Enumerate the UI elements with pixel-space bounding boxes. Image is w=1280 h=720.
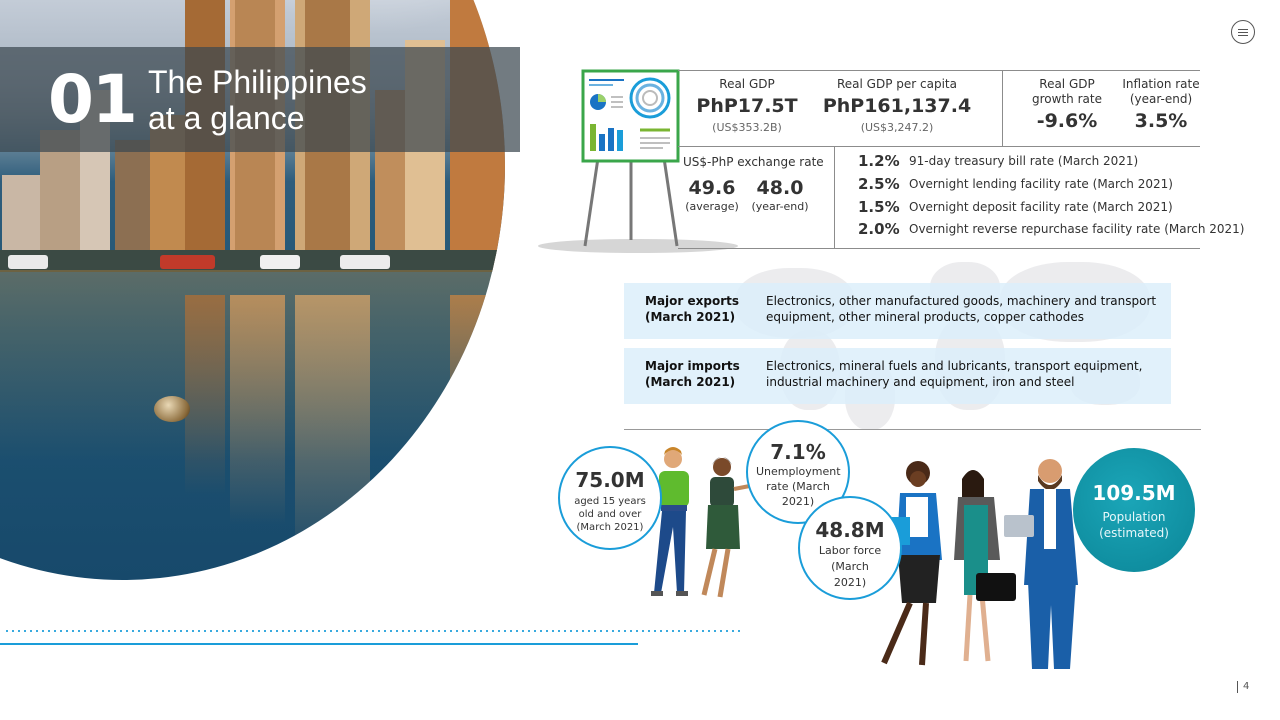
menu-icon[interactable] [1231, 20, 1255, 44]
gdp-growth-value: -9.6% [1036, 110, 1098, 132]
unemployment-value: 7.1% [770, 440, 826, 464]
page-title-line1: The Philippines [148, 64, 367, 100]
unemployment-caption: Unemployment rate (March 2021) [756, 465, 841, 508]
gdp-per-capita-usd: (US$3,247.2) [860, 121, 934, 134]
rate-value: 2.0% [858, 220, 900, 238]
page-number: 4 [1237, 681, 1249, 693]
stats-divider [834, 146, 835, 248]
major-imports-box [624, 348, 1171, 404]
gdp-per-capita-label: Real GDP per capita [837, 77, 957, 91]
real-gdp-value: PhP17.5T [696, 95, 798, 117]
stats-mid-rule [678, 146, 1200, 147]
major-imports-heading: Major imports (March 2021) [645, 359, 740, 389]
stats-top-rule [678, 70, 1200, 71]
labor-force-caption: Labor force (March 2021) [818, 544, 882, 589]
population-bubble [1073, 448, 1195, 572]
people-illustration-right [870, 455, 1100, 673]
major-exports-text: Electronics, other manufactured goods, machinery and transport equipment, other mineral products, copper cathodes [766, 294, 1157, 324]
gdp-per-capita-value: PhP161,137.4 [822, 95, 972, 117]
stats-bottom-rule [678, 248, 1200, 249]
footer-dotted-line [4, 630, 742, 632]
page-title-line2: at a glance [148, 100, 305, 136]
rate-label: Overnight lending facility rate (March 2021) [909, 177, 1173, 191]
inflation-label: Inflation rate (year-end) [1122, 77, 1200, 106]
gdp-growth-label: Real GDP growth rate [1032, 77, 1102, 106]
major-imports-text: Electronics, mineral fuels and lubricants, transport equipment, industrial machinery and equipment, iron and steel [766, 359, 1143, 389]
real-gdp-label: Real GDP [719, 77, 775, 91]
population-value: 109.5M [1092, 481, 1176, 505]
footer-rule [0, 643, 638, 645]
trade-rule [624, 429, 1201, 430]
section-number: 01 [48, 61, 136, 138]
population-caption: Population (estimated) [1099, 510, 1169, 540]
major-exports-heading: Major exports (March 2021) [645, 294, 740, 324]
exchange-yearend-value: 48.0 [756, 177, 804, 199]
major-exports-box [624, 283, 1171, 339]
page-title [148, 64, 367, 136]
labor-force-value: 48.8M [815, 518, 885, 542]
working-age-bubble [558, 446, 662, 550]
rate-value: 1.2% [858, 152, 900, 170]
working-age-value: 75.0M [575, 468, 645, 492]
inflation-value: 3.5% [1134, 110, 1188, 132]
rate-label: Overnight deposit facility rate (March 2021) [909, 200, 1173, 214]
labor-force-bubble [798, 496, 902, 600]
rate-label: 91-day treasury bill rate (March 2021) [909, 154, 1139, 168]
rate-value: 1.5% [858, 198, 900, 216]
stats-divider [1002, 70, 1003, 146]
exchange-rate-label: US$-PhP exchange rate [683, 155, 824, 169]
rate-value: 2.5% [858, 175, 900, 193]
exchange-yearend-label: (year-end) [751, 200, 809, 213]
working-age-caption: aged 15 years old and over (March 2021) [574, 496, 646, 533]
exchange-average-value: 49.6 [688, 177, 736, 199]
real-gdp-usd: (US$353.2B) [712, 121, 782, 134]
rate-label: Overnight reverse repurchase facility rate (March 2021) [909, 222, 1245, 236]
exchange-average-label: (average) [685, 200, 739, 213]
